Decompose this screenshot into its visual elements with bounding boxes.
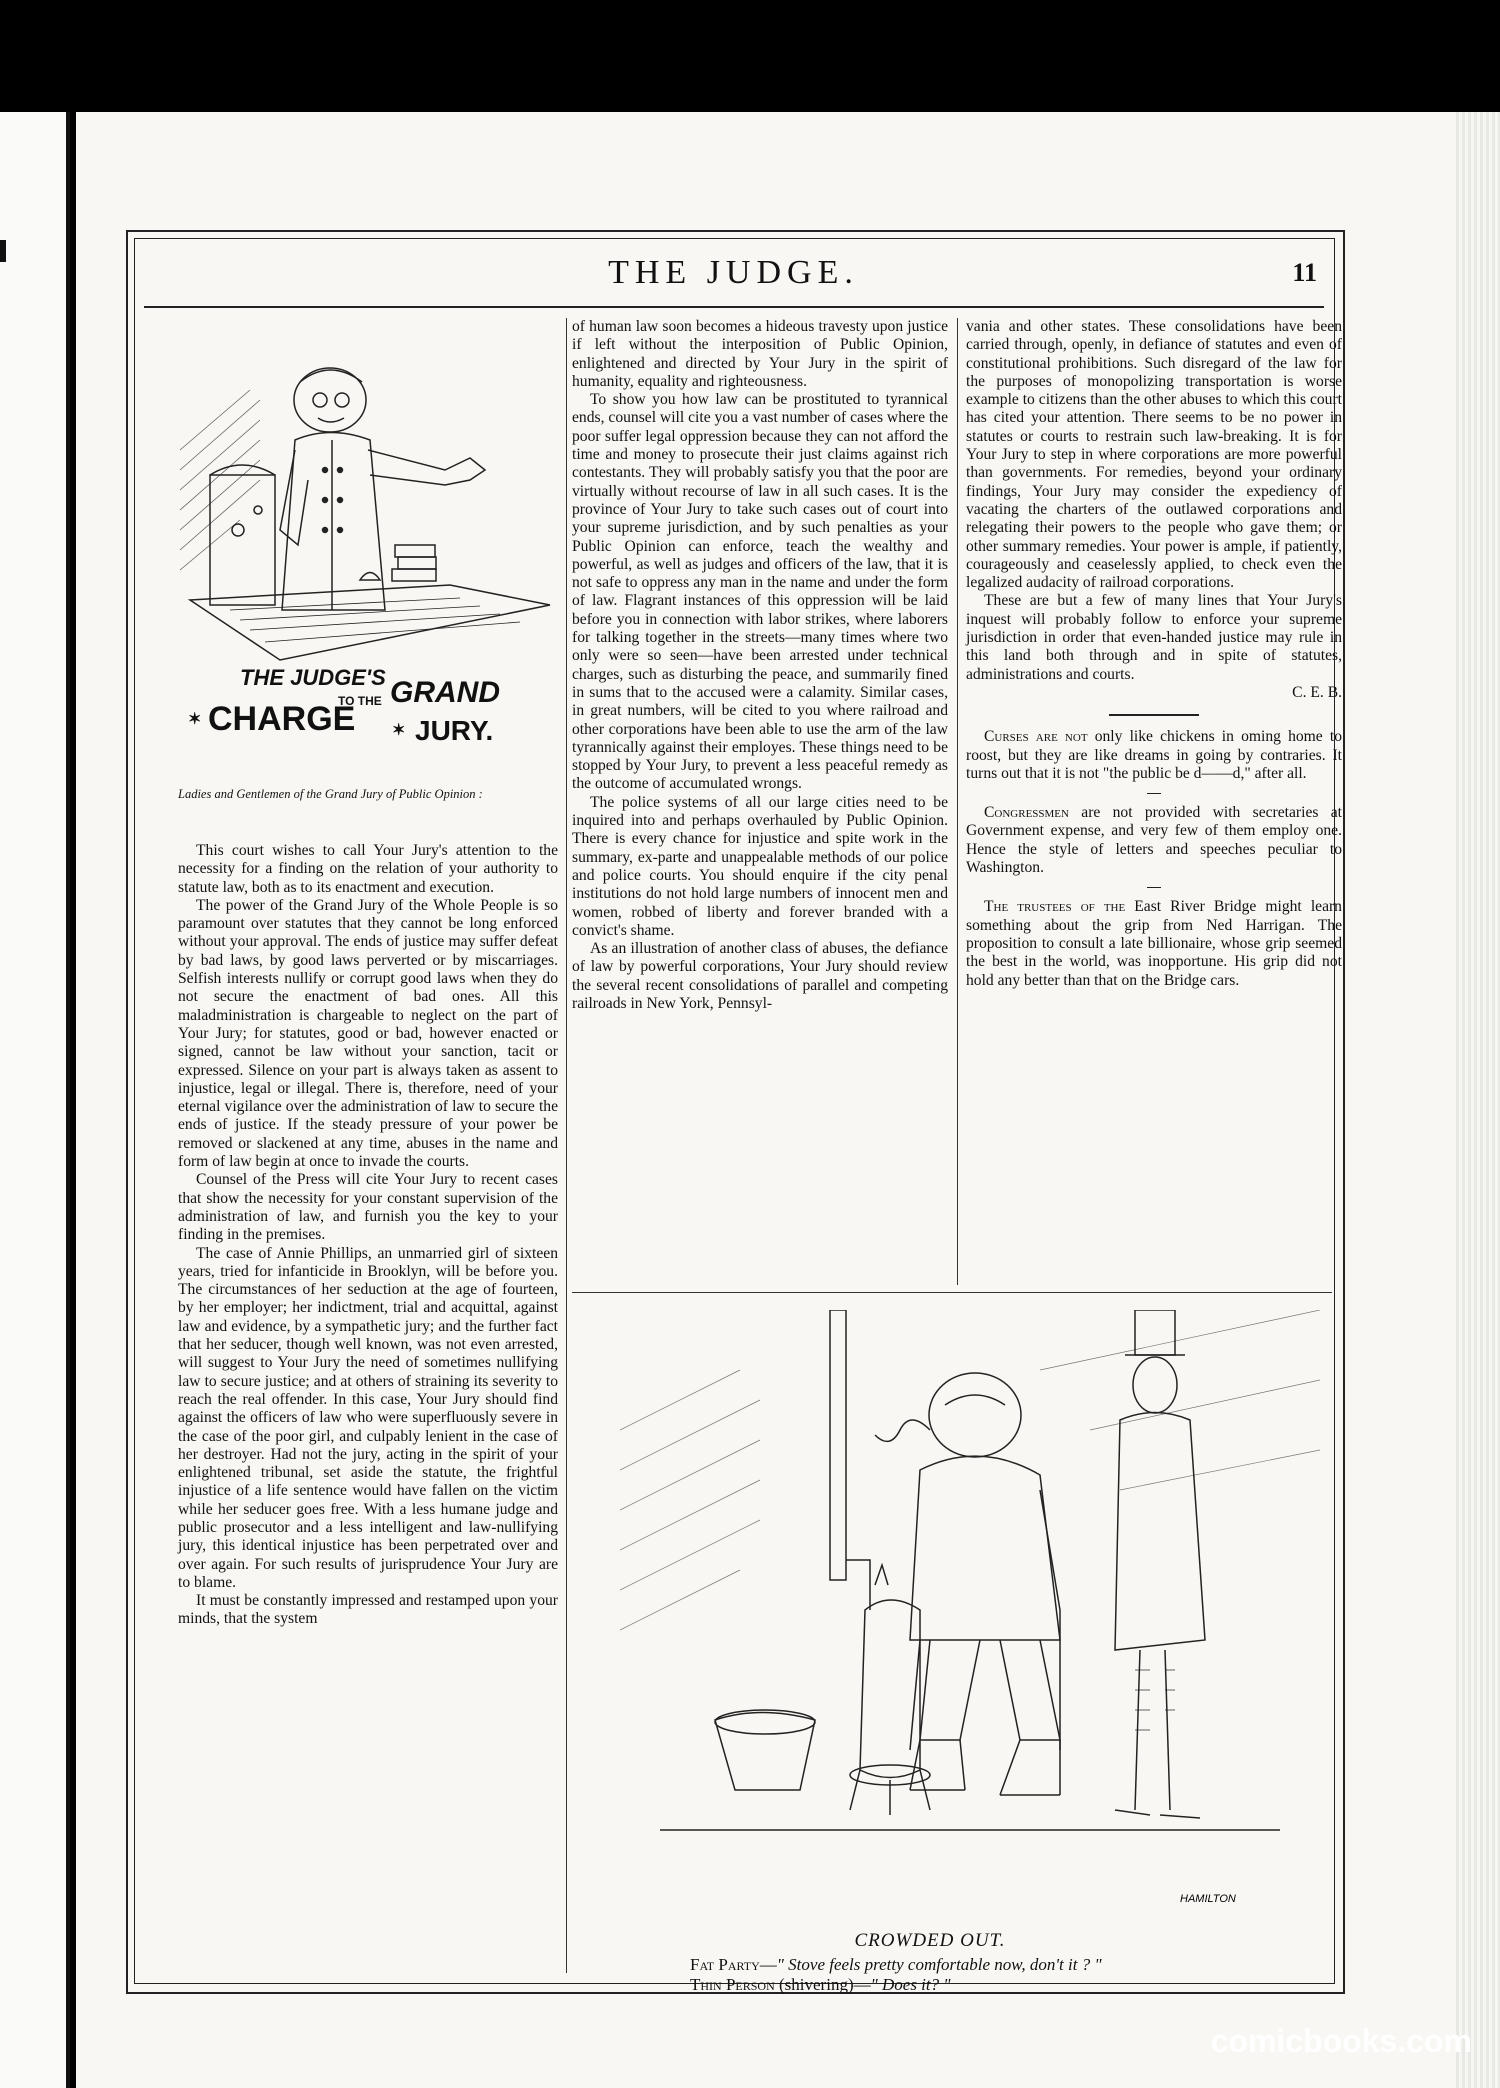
item-divider (1147, 887, 1161, 888)
paragraph: The power of the Grand Jury of the Whole People is so paramount over statutes that they cannot be long enforced without your approval. The ends of justice may suffer defeat by bad laws, by good laws perverted or by miscarriages. Selfish interests nullify or corrupt good laws when they do not secure the enactment of bad ones. All this maladministration is chargeable to neglect on the part of Your Jury; for statutes, good or bad, however enacted or signed, cannot be law without your sanction, tacit or expressed. Silence on your part is always taken as assent to injustice, legal or illegal. There is, therefore, need of your eternal vigilance over the administration of law to secure the ends of justice. If the steady pressure of your power be removed or slackened at any time, abuses in the name and form of law begin at once to invade the courts. (178, 896, 558, 1171)
news-item: The trustees of the East River Bridge might learn something about the grip from Ned Harrigan. The proposition to consult a late billionaire, whose grip seemed the best in the world, was inopportune. His grip did not hold any better than that on the Bridge cars. (966, 898, 1342, 989)
header-rule (144, 306, 1324, 308)
page-number: 11 (1292, 258, 1317, 287)
author-initials: C. E. B. (1292, 683, 1342, 701)
paragraph: The case of Annie Phillips, an unmarried girl of sixteen years, tried for infanticide in Brooklyn, will be before you. The circumstances of her seduction at the age of fourteen, by her employer; her indictment, trial and acquittal, against law and evidence, by a sympathetic jury; and the further fact that her seducer, though well known, was not even arrested, will suggest to Your Jury the need of sometimes nullifying law to secure justice; and at others of straining its severity to reach the real offender. In this case, Your Jury should find against the officers of law who were superfluously severe in the case of the poor girl, and culpably lenient in the case of her destroyer. Had not the jury, acting in the spirit of your enlightened tribunal, set aside the statute, the frightful injustice of a life sentence would have fallen on the victim while her seducer goes free. With a less humane judge and public prosecutor and a less intelligent and law-nullifying jury, this identical injustice has been perpetrated over and over again. For such results of jurisprudence Your Jury are to blame. (178, 1244, 558, 1591)
crowded-out-cartoon (620, 1310, 1320, 1920)
salutation: Ladies and Gentlemen of the Grand Jury of Public Opinion : (178, 787, 483, 801)
cartoon-caption-line-2: Thin Person (shivering)—" Does it? " (690, 1975, 951, 1994)
page-header (134, 248, 1333, 304)
page-stack-edge (1456, 112, 1500, 2088)
scan-top-border (0, 0, 1500, 112)
column-divider (566, 318, 567, 1973)
binding-line (66, 112, 70, 2088)
item-divider (1147, 793, 1161, 794)
paragraph: To show you how law can be prostituted to tyrannical ends, counsel will cite you a vast number of cases where the poor suffer legal oppression because they can not afford the time and money to prosecute their just claims against rich contestants. They will probably satisfy you that the poor are virtually without recourse of law in all such cases. It is the province of Your Jury to take such cases out of court into your supreme jurisdiction, and by such penalties as your Public Opinion can enforce, teach the wealthy and powerful, as well as judges and officers of the law, that it is not safe to oppress any man in the name and under the form of law. Flagrant instances of this oppression will be laid before you in connection with labor strikes, where laborers for talking together in the streets—many times where two only were so seen—have been arrested under technical charges, such as disturbing the peace, and summarily fined in sums that to the accused were a calamity. Similar cases, in great numbers, will be cited to you where railroad and other corporations have been able to use the arm of the law tyrannically against their employes. These things need to be stopped by Your Jury, to prevent a less peaceful remedy as the outcome of accumulated wrongs. (572, 391, 948, 793)
paragraph: This court wishes to call Your Jury's attention to the necessity for a finding on the relation of your authority to statute law, both as to its enactment and execution. (178, 842, 558, 896)
previous-page-edge (0, 112, 70, 2088)
news-item: Curses are not only like chickens in oming home to roost, but they are like dreams in going by contraries. It turns out that it is not "the public be d——d," after all. (966, 728, 1343, 782)
illustration-title-to-the: TO THE (338, 694, 382, 708)
illustration-title-line1: THE JUDGE'S (240, 665, 386, 690)
paragraph: of human law soon becomes a hideous travesty upon justice if left without the interposition of Public Opinion, enlightened and directed by Your Jury in the spirit of humanity, equality and righteousness. (572, 318, 948, 390)
article-column-1 (178, 842, 558, 1629)
sparkle-icon: ✶ (392, 722, 406, 739)
judge-illustration (170, 330, 560, 770)
artist-signature: HAMILTON (1180, 1893, 1236, 1905)
site-watermark: comicbooks.com (1210, 2023, 1472, 2059)
paragraph: Counsel of the Press will cite Your Jury to recent cases that show the necessity for your constant supervision of the administration of law, and furnish you the key to your finding in the premises. (178, 1171, 558, 1244)
article-column-2 (572, 318, 948, 1013)
cartoon-top-rule (572, 1292, 1332, 1293)
paragraph: These are but a few of many lines that Your Jury's inquest will probably follow to enforce your supreme jurisdiction in order that even-handed justice may rule in this land both through and in spite of statutes, administrations and courts. (966, 592, 1342, 683)
illustration-title-jury: JURY. (415, 715, 494, 746)
paragraph: It must be constantly impressed and restamped upon your minds, that the system (178, 1592, 558, 1628)
section-rule (1109, 714, 1199, 716)
cartoon-caption-line-1: Fat Party—" Stove feels pretty comfortable now, don't it ? " (690, 1955, 1102, 1974)
cartoon-caption-title: CROWDED OUT. (854, 1930, 1006, 1951)
paragraph: As an illustration of another class of abuses, the defiance of law by powerful corporations, Your Jury should review the several recent consolidations of parallel and competing railroads in New York, Pennsyl- (572, 940, 948, 1012)
paragraph: The police systems of all our large cities need to be inquired into and perhaps overhauled by Public Opinion. There is every chance for injustice and spite work in the summary, ex-parte and unappealable methods of our police and police courts. You should enquire if the city penal institutions do not hold large numbers of innocent men and women, robbed of liberty and forever branded with a convict's shame. (572, 793, 948, 939)
illustration-title-grand: GRAND (390, 676, 500, 709)
masthead-title: THE JUDGE. (608, 254, 859, 291)
article-column-3 (966, 318, 1342, 990)
column-divider (957, 318, 958, 1285)
paragraph: vania and other states. These consolidations have been carried through, openly, in defiance of statutes and even of constitutional prohibitions. Such disregard of the law for the purposes of monopolizing transportation is worse example to citizens than the other abuses to which this court has cited your attention. There seems to be no power in statutes or courts to restrain such law-breaking. It is for Your Jury to step in where corporations are more powerful than governments. For remedies, beyond your ordinary findings, Your Jury may consider the expediency of vacating the charters of the outlawed corporations and relegating their powers to the people who gave them; or other summary remedies. Your power is ample, if patiently, courageously and ceaselessly applied, to check even the legalized audacity of railroad corporations. (966, 318, 1342, 592)
scan-mark (0, 240, 6, 262)
illustration-title-charge: CHARGE (208, 700, 356, 738)
sparkle-icon: ✶ (188, 711, 202, 728)
news-item: Congressmen are not provided with secretaries at Government expense, and very few of them employ one. Hence the style of letters and speeches peculiar to Washington. (966, 804, 1342, 877)
